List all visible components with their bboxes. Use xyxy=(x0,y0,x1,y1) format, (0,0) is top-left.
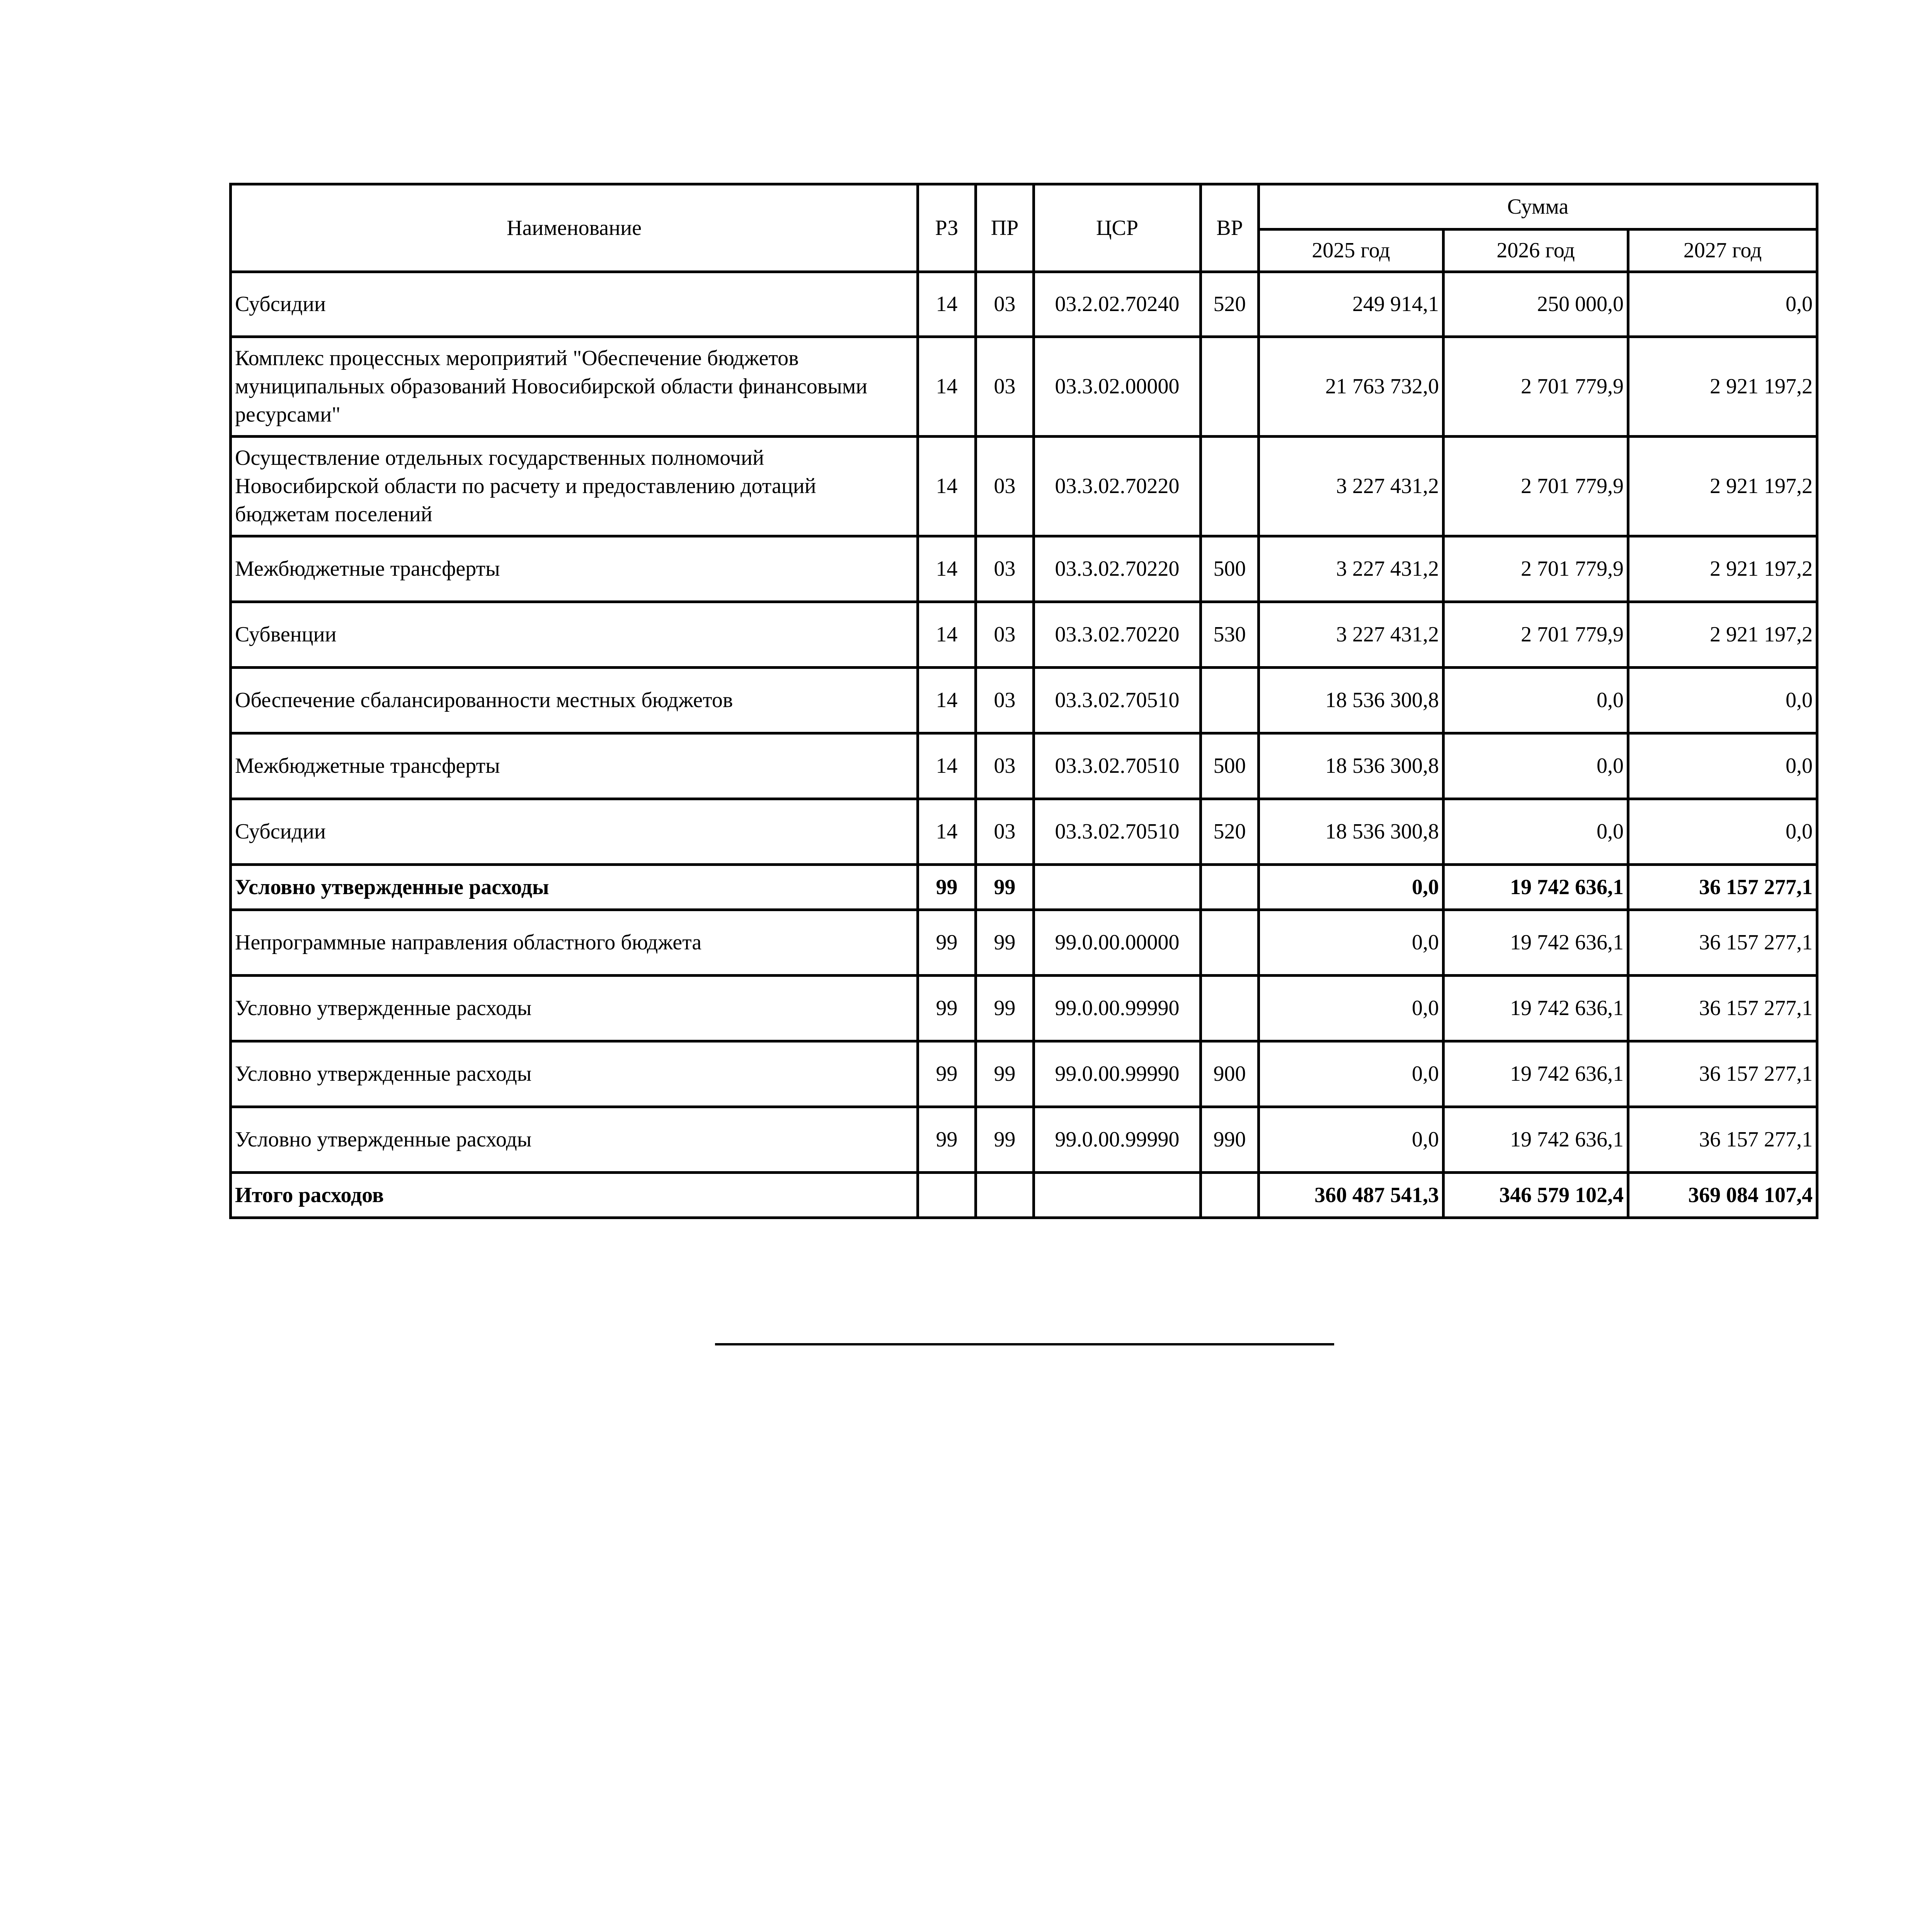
cell-y2026: 19 742 636,1 xyxy=(1444,865,1628,910)
cell-y2027: 36 157 277,1 xyxy=(1628,1041,1817,1107)
header-year-2027: 2027 год xyxy=(1628,230,1817,272)
cell-rz: 99 xyxy=(918,1107,976,1173)
cell-csr xyxy=(1034,1173,1201,1218)
cell-y2025: 0,0 xyxy=(1259,910,1444,976)
header-year-2025: 2025 год xyxy=(1259,230,1444,272)
cell-y2027: 2 921 197,2 xyxy=(1628,437,1817,536)
cell-pr: 03 xyxy=(976,668,1034,733)
cell-pr: 99 xyxy=(976,1041,1034,1107)
cell-y2026: 0,0 xyxy=(1444,733,1628,799)
cell-vr xyxy=(1201,976,1259,1041)
cell-vr: 500 xyxy=(1201,733,1259,799)
cell-name: Осуществление отдельных государственных полномочий Новосибирской области по расчету и предоставлению дотаций бюджетам поселений xyxy=(231,437,918,536)
cell-y2027: 0,0 xyxy=(1628,668,1817,733)
cell-csr: 99.0.00.99990 xyxy=(1034,976,1201,1041)
cell-y2025: 3 227 431,2 xyxy=(1259,536,1444,602)
cell-y2026: 0,0 xyxy=(1444,799,1628,865)
table-row xyxy=(231,437,1817,536)
cell-y2025: 249 914,1 xyxy=(1259,272,1444,337)
cell-y2025: 0,0 xyxy=(1259,976,1444,1041)
header-pr: ПР xyxy=(976,184,1034,272)
cell-y2026: 346 579 102,4 xyxy=(1444,1173,1628,1218)
cell-csr: 03.2.02.70240 xyxy=(1034,272,1201,337)
cell-y2026: 2 701 779,9 xyxy=(1444,602,1628,668)
cell-vr xyxy=(1201,1173,1259,1218)
cell-y2027: 0,0 xyxy=(1628,799,1817,865)
cell-y2027: 2 921 197,2 xyxy=(1628,602,1817,668)
header-vr: ВР xyxy=(1201,184,1259,272)
cell-vr: 990 xyxy=(1201,1107,1259,1173)
cell-pr: 03 xyxy=(976,536,1034,602)
cell-vr xyxy=(1201,865,1259,910)
footer-divider xyxy=(715,1343,1334,1345)
cell-csr: 03.3.02.70510 xyxy=(1034,668,1201,733)
table-body xyxy=(231,272,1817,1218)
cell-rz: 14 xyxy=(918,602,976,668)
cell-y2027: 36 157 277,1 xyxy=(1628,976,1817,1041)
cell-name: Условно утвержденные расходы xyxy=(231,865,918,910)
cell-y2027: 2 921 197,2 xyxy=(1628,337,1817,437)
cell-y2026: 2 701 779,9 xyxy=(1444,536,1628,602)
cell-vr xyxy=(1201,910,1259,976)
cell-rz: 14 xyxy=(918,272,976,337)
table-row xyxy=(231,337,1817,437)
header-name: Наименование xyxy=(231,184,918,272)
cell-pr: 99 xyxy=(976,976,1034,1041)
cell-y2026: 2 701 779,9 xyxy=(1444,437,1628,536)
cell-name: Условно утвержденные расходы xyxy=(231,1041,918,1107)
cell-y2025: 3 227 431,2 xyxy=(1259,602,1444,668)
cell-y2026: 250 000,0 xyxy=(1444,272,1628,337)
cell-name: Условно утвержденные расходы xyxy=(231,1107,918,1173)
cell-y2025: 0,0 xyxy=(1259,865,1444,910)
cell-rz xyxy=(918,1173,976,1218)
cell-y2025: 3 227 431,2 xyxy=(1259,437,1444,536)
cell-csr: 03.3.02.70220 xyxy=(1034,536,1201,602)
cell-pr: 03 xyxy=(976,799,1034,865)
cell-pr xyxy=(976,1173,1034,1218)
cell-vr xyxy=(1201,437,1259,536)
cell-name: Межбюджетные трансферты xyxy=(231,536,918,602)
cell-y2027: 36 157 277,1 xyxy=(1628,910,1817,976)
cell-y2027: 0,0 xyxy=(1628,733,1817,799)
cell-y2027: 36 157 277,1 xyxy=(1628,1107,1817,1173)
cell-rz: 99 xyxy=(918,1041,976,1107)
header-csr: ЦСР xyxy=(1034,184,1201,272)
cell-vr: 530 xyxy=(1201,602,1259,668)
table-row xyxy=(231,910,1817,976)
cell-y2027: 0,0 xyxy=(1628,272,1817,337)
table-header xyxy=(231,184,1817,272)
cell-y2025: 0,0 xyxy=(1259,1041,1444,1107)
table-row xyxy=(231,733,1817,799)
table-row xyxy=(231,602,1817,668)
table-row xyxy=(231,865,1817,910)
cell-name: Межбюджетные трансферты xyxy=(231,733,918,799)
cell-y2026: 19 742 636,1 xyxy=(1444,1041,1628,1107)
cell-vr: 500 xyxy=(1201,536,1259,602)
budget-table xyxy=(229,183,1818,1219)
cell-csr: 03.3.02.70510 xyxy=(1034,799,1201,865)
cell-y2027: 36 157 277,1 xyxy=(1628,865,1817,910)
cell-rz: 14 xyxy=(918,799,976,865)
cell-y2025: 18 536 300,8 xyxy=(1259,668,1444,733)
cell-pr: 03 xyxy=(976,272,1034,337)
cell-rz: 14 xyxy=(918,437,976,536)
table-row xyxy=(231,976,1817,1041)
cell-csr: 03.3.02.70510 xyxy=(1034,733,1201,799)
cell-rz: 99 xyxy=(918,865,976,910)
cell-y2027: 369 084 107,4 xyxy=(1628,1173,1817,1218)
table-row xyxy=(231,536,1817,602)
table-row xyxy=(231,1107,1817,1173)
cell-csr: 03.3.02.70220 xyxy=(1034,437,1201,536)
cell-csr: 03.3.02.70220 xyxy=(1034,602,1201,668)
cell-vr: 900 xyxy=(1201,1041,1259,1107)
cell-name: Условно утвержденные расходы xyxy=(231,976,918,1041)
cell-csr: 99.0.00.00000 xyxy=(1034,910,1201,976)
cell-name: Обеспечение сбалансированности местных бюджетов xyxy=(231,668,918,733)
cell-y2026: 0,0 xyxy=(1444,668,1628,733)
cell-name: Комплекс процессных мероприятий "Обеспечение бюджетов муниципальных образований Новосибирской области финансовыми ресурсами" xyxy=(231,337,918,437)
cell-y2025: 360 487 541,3 xyxy=(1259,1173,1444,1218)
cell-vr xyxy=(1201,337,1259,437)
cell-csr: 03.3.02.00000 xyxy=(1034,337,1201,437)
header-rz: РЗ xyxy=(918,184,976,272)
cell-vr xyxy=(1201,668,1259,733)
cell-rz: 99 xyxy=(918,976,976,1041)
table-row xyxy=(231,668,1817,733)
cell-vr: 520 xyxy=(1201,799,1259,865)
cell-vr: 520 xyxy=(1201,272,1259,337)
cell-y2025: 18 536 300,8 xyxy=(1259,733,1444,799)
cell-rz: 14 xyxy=(918,536,976,602)
cell-name: Субвенции xyxy=(231,602,918,668)
cell-name: Субсидии xyxy=(231,272,918,337)
cell-pr: 03 xyxy=(976,337,1034,437)
header-sum: Сумма xyxy=(1259,184,1817,230)
cell-y2025: 18 536 300,8 xyxy=(1259,799,1444,865)
cell-csr: 99.0.00.99990 xyxy=(1034,1107,1201,1173)
cell-y2026: 2 701 779,9 xyxy=(1444,337,1628,437)
cell-rz: 14 xyxy=(918,733,976,799)
cell-y2026: 19 742 636,1 xyxy=(1444,1107,1628,1173)
cell-rz: 99 xyxy=(918,910,976,976)
cell-y2027: 2 921 197,2 xyxy=(1628,536,1817,602)
cell-pr: 99 xyxy=(976,910,1034,976)
cell-csr: 99.0.00.99990 xyxy=(1034,1041,1201,1107)
cell-rz: 14 xyxy=(918,668,976,733)
cell-name: Непрограммные направления областного бюджета xyxy=(231,910,918,976)
table-row xyxy=(231,799,1817,865)
table-row xyxy=(231,1041,1817,1107)
cell-pr: 03 xyxy=(976,437,1034,536)
cell-pr: 03 xyxy=(976,602,1034,668)
table-row xyxy=(231,1173,1817,1218)
header-year-2026: 2026 год xyxy=(1444,230,1628,272)
cell-y2026: 19 742 636,1 xyxy=(1444,976,1628,1041)
cell-y2025: 21 763 732,0 xyxy=(1259,337,1444,437)
cell-pr: 03 xyxy=(976,733,1034,799)
cell-pr: 99 xyxy=(976,1107,1034,1173)
cell-csr xyxy=(1034,865,1201,910)
cell-name: Субсидии xyxy=(231,799,918,865)
cell-y2025: 0,0 xyxy=(1259,1107,1444,1173)
cell-y2026: 19 742 636,1 xyxy=(1444,910,1628,976)
cell-name: Итого расходов xyxy=(231,1173,918,1218)
cell-rz: 14 xyxy=(918,337,976,437)
table-row xyxy=(231,272,1817,337)
cell-pr: 99 xyxy=(976,865,1034,910)
